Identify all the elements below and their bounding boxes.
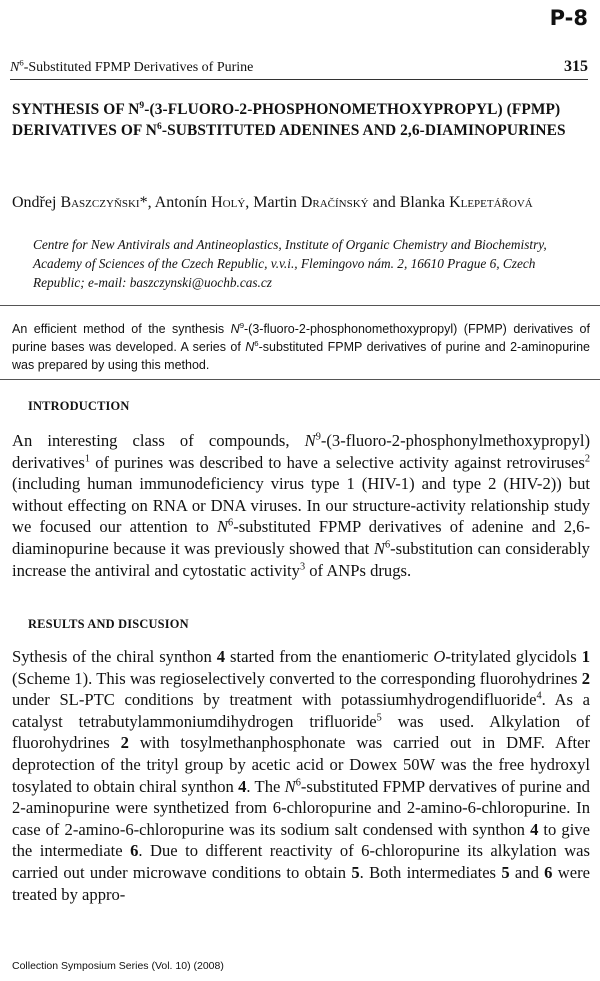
running-head-title: $N^6$-Substituted FPMP Derivatives of Purine bbox=[10, 57, 254, 75]
paper-title: SYNTHESIS OF $N^9-(3-FLUORO-2-PHOSPHONOMETHOXYPROPYL)$ (FPMP) DERIVATIVES OF $N^6$-SUBSTITUTED ADENINES AND 2,6-DIAMINOPURINES bbox=[12, 99, 566, 139]
introduction-text: An interesting class of compounds, $N^9-(3-fluoro-2-phosphonylmethoxypropyl)$ derivatives$^1$ of purines was described to have a selective activity against retroviruses$^2$ (including human immunodeficiency virus type 1 (HIV-1) and type 2 (HIV-2)) but without effecting on RNA or DNA viruses. In our structure-activity relationship study we focused our attention to $N^6$-substituted FPMP derivatives of adenine and 2,6-diaminopurine because it was previously showed that $N^6$-substitution can considerably increase the antiviral and cytostatic activity$^3$ of ANPs drugs. bbox=[12, 431, 590, 580]
results-heading: RESULTS AND DISCUSION bbox=[28, 617, 189, 631]
affiliation: Centre for New Antivirals and Antineoplastics, Institute of Organic Chemistry and Biochemistry, Academy of Sciences of the Czech Republic, v.v.i., Flemingovo nám. 2, 16610 Prague 6, Czech Republic; e-mail: baszczynski@uochb.cas.cz bbox=[33, 237, 547, 290]
authors: Ondřej Baszczyňski*, Antonín Holý, Martin Dračínský and Blanka Klepetářová bbox=[12, 194, 533, 211]
page-code: P-8 bbox=[549, 6, 588, 30]
results-text: Sythesis of the chiral synthon 4 started from the enantiomeric O-tritylated glycidols 1 (Scheme 1). This was regioselectively converted to the corresponding fluorohydrines 2 under SL-PTC conditions by treatment with potassiumhydrogendifluoride$^4$. As a catalyst tetrabutylammoniumdihydrogen trifluoride$^5$ was used. Alkylation of fluorohydrines 2 with tosylmethanphosphonate was carried out in DMF. After deprotection of the trityl group by acetic acid or Dowex 50W was the free hydroxyl tosylated to obtain chiral synthon 4. The $N^6$-substituted FPMP dervatives of purine and 2-aminopurine were synthetized from 6-chloropurine and 2-amino-6-chloropurine. In case of 2-amino-6-chloropurine was its sodium salt condensed with synthon 4 to give the intermediate 6. Due to different reactivity of 6-chloropurine its alkylation was carried out under microwave conditions to obtain 5. Both intermediates 5 and 6 were treated by appro- bbox=[12, 647, 590, 904]
footer: Collection Symposium Series (Vol. 10) (2008) bbox=[12, 960, 224, 972]
abstract: An efficient method of the synthesis $N^9-(3-fluoro-2-phosphonomethoxypropyl)$ (FPMP) derivatives of purine bases was developed. A series of $N^6$-substituted FPMP derivatives of purine and 2-aminopurine was prepared by using this method. bbox=[12, 320, 590, 372]
abstract-bottom-rule bbox=[0, 379, 600, 380]
page-number: 315 bbox=[564, 58, 588, 75]
abstract-top-rule bbox=[0, 305, 600, 306]
introduction-heading: INTRODUCTION bbox=[28, 399, 130, 413]
running-head bbox=[10, 58, 588, 80]
